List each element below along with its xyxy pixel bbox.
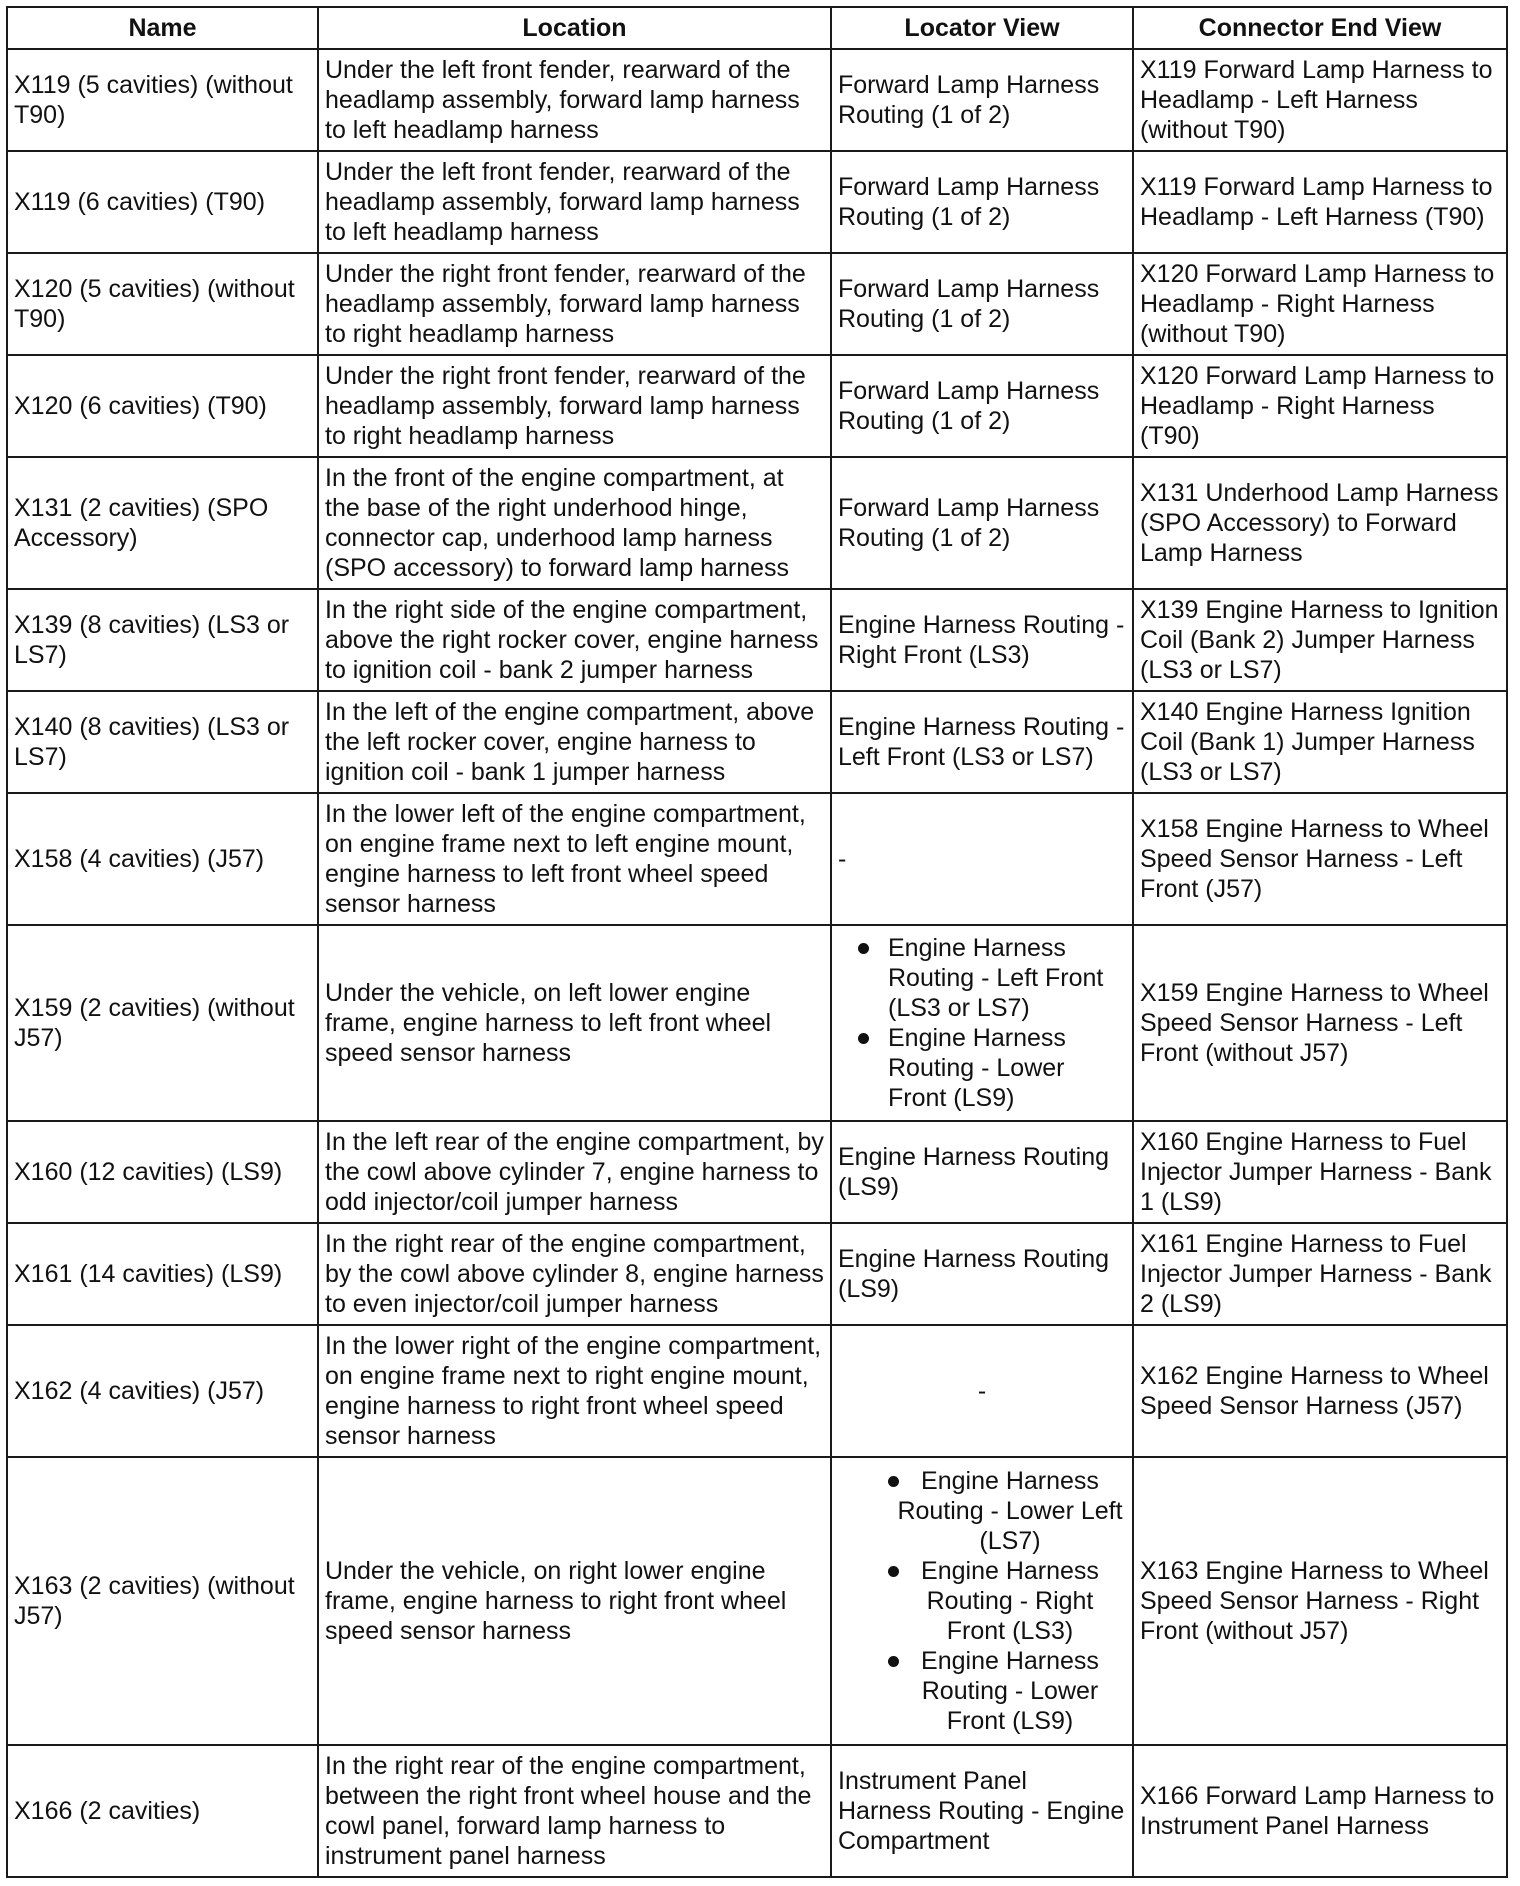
- table-body: [7, 49, 1507, 1877]
- location-cell: In the left of the engine compartment, above the left rocker cover, engine harness to ignition coil - bank 1 jumper harness: [318, 691, 831, 793]
- locator-view-list: [838, 1466, 1126, 1736]
- connector-name-cell: X158 (4 cavities) (J57): [7, 793, 318, 925]
- table-row: [7, 691, 1507, 793]
- location-cell: In the front of the engine compartment, at the base of the right underhood hinge, connector cap, underhood lamp harness (SPO accessory) to forward lamp harness: [318, 457, 831, 589]
- connector-name-cell: X131 (2 cavities) (SPO Accessory): [7, 457, 318, 589]
- connector-name-cell: X139 (8 cavities) (LS3 or LS7): [7, 589, 318, 691]
- locator-view-cell: -: [831, 793, 1133, 925]
- locator-view-cell: Engine Harness Routing (LS9): [831, 1223, 1133, 1325]
- table-row: [7, 49, 1507, 151]
- header-row: [7, 7, 1507, 49]
- table-row: [7, 589, 1507, 691]
- connector-end-view-cell: X119 Forward Lamp Harness to Headlamp - Left Harness (T90): [1133, 151, 1507, 253]
- locator-view-cell: [831, 925, 1133, 1121]
- connector-name-cell: X120 (6 cavities) (T90): [7, 355, 318, 457]
- connector-name-cell: X140 (8 cavities) (LS3 or LS7): [7, 691, 318, 793]
- connector-end-view-column-header: Connector End View: [1133, 7, 1507, 49]
- location-cell: Under the vehicle, on left lower engine frame, engine harness to left front wheel speed sensor harness: [318, 925, 831, 1121]
- locator-view-cell: Forward Lamp Harness Routing (1 of 2): [831, 457, 1133, 589]
- connector-name-cell: X120 (5 cavities) (without T90): [7, 253, 318, 355]
- connector-end-view-cell: X160 Engine Harness to Fuel Injector Jumper Harness - Bank 1 (LS9): [1133, 1121, 1507, 1223]
- locator-view-cell: Engine Harness Routing (LS9): [831, 1121, 1133, 1223]
- connector-name-cell: X119 (6 cavities) (T90): [7, 151, 318, 253]
- location-cell: In the lower right of the engine compartment, on engine frame next to right engine mount, engine harness to right front wheel speed sensor harness: [318, 1325, 831, 1457]
- list-item: Engine Harness Routing - Lower Front (LS9): [838, 1023, 1126, 1113]
- table-row: [7, 793, 1507, 925]
- connector-name-cell: X162 (4 cavities) (J57): [7, 1325, 318, 1457]
- list-item: Engine Harness Routing - Right Front (LS3): [838, 1556, 1126, 1646]
- location-cell: Under the left front fender, rearward of the headlamp assembly, forward lamp harness to left headlamp harness: [318, 151, 831, 253]
- location-cell: Under the right front fender, rearward of the headlamp assembly, forward lamp harness to right headlamp harness: [318, 253, 831, 355]
- connector-end-view-cell: X140 Engine Harness Ignition Coil (Bank 1) Jumper Harness (LS3 or LS7): [1133, 691, 1507, 793]
- list-item: Engine Harness Routing - Lower Front (LS9): [838, 1646, 1126, 1736]
- locator-view-list: [838, 933, 1126, 1113]
- location-cell: In the right side of the engine compartment, above the right rocker cover, engine harness to ignition coil - bank 2 jumper harness: [318, 589, 831, 691]
- connector-table: [6, 6, 1508, 1878]
- location-cell: Under the right front fender, rearward of the headlamp assembly, forward lamp harness to right headlamp harness: [318, 355, 831, 457]
- locator-view-cell: Forward Lamp Harness Routing (1 of 2): [831, 151, 1133, 253]
- locator-view-cell: Forward Lamp Harness Routing (1 of 2): [831, 253, 1133, 355]
- locator-view-cell: Engine Harness Routing - Left Front (LS3 or LS7): [831, 691, 1133, 793]
- connector-end-view-cell: X166 Forward Lamp Harness to Instrument Panel Harness: [1133, 1745, 1507, 1877]
- locator-view-cell: [831, 1457, 1133, 1745]
- connector-end-view-cell: X159 Engine Harness to Wheel Speed Sensor Harness - Left Front (without J57): [1133, 925, 1507, 1121]
- name-column-header: Name: [7, 7, 318, 49]
- locator-view-cell: -: [831, 1325, 1133, 1457]
- table-header: [7, 7, 1507, 49]
- location-cell: Under the left front fender, rearward of the headlamp assembly, forward lamp harness to left headlamp harness: [318, 49, 831, 151]
- list-item: Engine Harness Routing - Left Front (LS3 or LS7): [838, 933, 1126, 1023]
- connector-end-view-cell: X120 Forward Lamp Harness to Headlamp - Right Harness (without T90): [1133, 253, 1507, 355]
- locator-view-cell: Engine Harness Routing - Right Front (LS3): [831, 589, 1133, 691]
- connector-table-document: [6, 6, 1508, 1878]
- connector-end-view-cell: X119 Forward Lamp Harness to Headlamp - Left Harness (without T90): [1133, 49, 1507, 151]
- table-row: [7, 1325, 1507, 1457]
- locator-view-cell: Instrument Panel Harness Routing - Engine Compartment: [831, 1745, 1133, 1877]
- table-row: [7, 355, 1507, 457]
- connector-end-view-cell: X158 Engine Harness to Wheel Speed Sensor Harness - Left Front (J57): [1133, 793, 1507, 925]
- location-cell: In the lower left of the engine compartment, on engine frame next to left engine mount, engine harness to left front wheel speed sensor harness: [318, 793, 831, 925]
- connector-end-view-cell: X161 Engine Harness to Fuel Injector Jumper Harness - Bank 2 (LS9): [1133, 1223, 1507, 1325]
- list-item: Engine Harness Routing - Lower Left (LS7): [838, 1466, 1126, 1556]
- connector-end-view-cell: X163 Engine Harness to Wheel Speed Sensor Harness - Right Front (without J57): [1133, 1457, 1507, 1745]
- table-row: [7, 457, 1507, 589]
- location-cell: In the right rear of the engine compartment, between the right front wheel house and the cowl panel, forward lamp harness to instrument panel harness: [318, 1745, 831, 1877]
- table-row: [7, 925, 1507, 1121]
- connector-name-cell: X163 (2 cavities) (without J57): [7, 1457, 318, 1745]
- table-row: [7, 253, 1507, 355]
- locator-view-column-header: Locator View: [831, 7, 1133, 49]
- connector-end-view-cell: X131 Underhood Lamp Harness (SPO Accessory) to Forward Lamp Harness: [1133, 457, 1507, 589]
- connector-end-view-cell: X139 Engine Harness to Ignition Coil (Bank 2) Jumper Harness (LS3 or LS7): [1133, 589, 1507, 691]
- location-cell: In the left rear of the engine compartment, by the cowl above cylinder 7, engine harness to odd injector/coil jumper harness: [318, 1121, 831, 1223]
- connector-name-cell: X119 (5 cavities) (without T90): [7, 49, 318, 151]
- table-row: [7, 1457, 1507, 1745]
- table-row: [7, 1121, 1507, 1223]
- location-cell: Under the vehicle, on right lower engine frame, engine harness to right front wheel speed sensor harness: [318, 1457, 831, 1745]
- location-cell: In the right rear of the engine compartment, by the cowl above cylinder 8, engine harness to even injector/coil jumper harness: [318, 1223, 831, 1325]
- connector-name-cell: X160 (12 cavities) (LS9): [7, 1121, 318, 1223]
- connector-end-view-cell: X120 Forward Lamp Harness to Headlamp - Right Harness (T90): [1133, 355, 1507, 457]
- table-row: [7, 151, 1507, 253]
- table-row: [7, 1745, 1507, 1877]
- connector-name-cell: X161 (14 cavities) (LS9): [7, 1223, 318, 1325]
- connector-end-view-cell: X162 Engine Harness to Wheel Speed Sensor Harness (J57): [1133, 1325, 1507, 1457]
- location-column-header: Location: [318, 7, 831, 49]
- connector-name-cell: X166 (2 cavities): [7, 1745, 318, 1877]
- connector-name-cell: X159 (2 cavities) (without J57): [7, 925, 318, 1121]
- locator-view-cell: Forward Lamp Harness Routing (1 of 2): [831, 49, 1133, 151]
- table-row: [7, 1223, 1507, 1325]
- locator-view-cell: Forward Lamp Harness Routing (1 of 2): [831, 355, 1133, 457]
